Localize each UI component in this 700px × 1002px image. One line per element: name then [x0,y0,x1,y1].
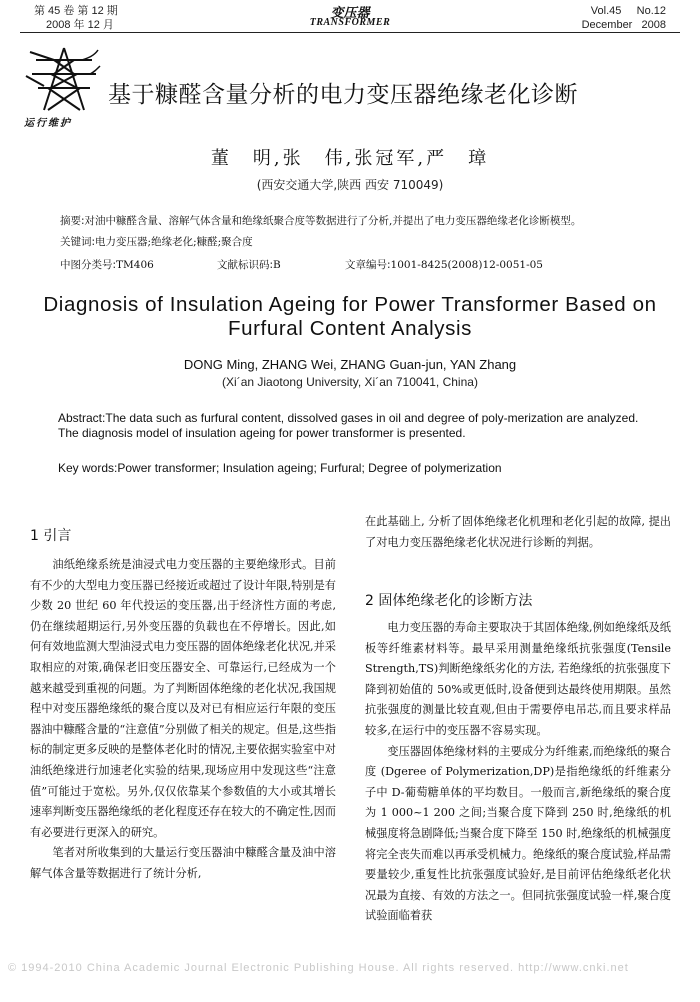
document-code [217,256,281,275]
journal-volume-cn: 第 45 卷 第 12 期 [34,5,118,17]
tower-icon [24,46,104,112]
title-en: Diagnosis of Insulation Ageing for Power Transformer Based on Furfural Content Analysis [43,293,657,340]
article-number-value: 1001-8425(2008)12-0051-05 [390,259,543,271]
abstract-en-text: The data such as furfural content, dissolved gases in oil and degree of poly-merization are analyzed. The diagnosis model of insulation ageing for power transformer is presented. [58,411,639,440]
clc-value: TM406 [116,259,154,271]
authors-en: DONG Ming, ZHANG Wei, ZHANG Guan-jun, YAN Zhang [183,357,517,372]
journal-name-en: TRANSFORMER [309,17,391,28]
section-2-paragraph-1: 电力变压器的寿命主要取决于其固体绝缘,例如绝缘纸及纸板等纤维素材料等。最早采用测量绝缘纸抗张强度(Tensile Strength,TS)判断绝缘纸劣化的方法, 若绝缘纸的抗张强度下降到初始值的 50%或更低时,设备便到达最终使用期限。虽然抗张强度的测量比较直观,但由于需要停电吊芯,而且要求样品较多,在运行中的变压器不容易实现。 [365,621,671,737]
keywords-en-text: Power transformer; Insulation ageing; Furfural; Degree of polymerization [117,461,502,475]
section-1-paragraph-2: 笔者对所收集到的大量运行变压器油中糠醛含量及油中溶解气体含量等数据进行了统计分析, [30,846,336,880]
journal-volume-en: Vol.45 No.12 [590,5,666,17]
title-cn: 基于糠醛含量分析的电力变压器绝缘老化诊断 [108,82,578,108]
article-number [345,256,543,275]
right-column [365,512,671,553]
left-column [30,555,336,885]
logo-caption: 运行维护 [24,118,72,129]
affiliation-en: (Xi´an Jiaotong University, Xi´an 710041, China) [222,375,478,389]
doc-code-label: 文献标识码: [217,259,274,271]
section-2-body [365,618,671,927]
abstract-en-label: Abstract: [58,411,106,425]
journal-date-cn: 2008 年 12 月 [46,19,114,31]
clc-number [60,256,154,275]
section-1-paragraph-2-continued: 在此基础上, 分析了固体绝缘老化机理和老化引起的故障, 提出了对电力变压器绝缘老化状况进行诊断的判据。 [365,515,671,549]
copyright-watermark: © 1994-2010 China Academic Journal Electronic Publishing House. All rights reserved. http://www.cnki.net [8,962,629,974]
journal-name-cn: 变压器 [330,6,370,21]
header-rule [20,32,680,33]
keywords-en [58,461,658,476]
keywords-cn [60,233,253,252]
abstract-cn [60,212,680,231]
section-1-paragraph-1: 油纸绝缘系统是油浸式电力变压器的主要绝缘形式。目前有不少的大型电力变压器已经接近或超过了设计年限,特别是有少数 20 世纪 60 年代投运的变压器,出于经济性方面的考虑,仍在继续超期运行,另外变压器的负载也在不停增长。因此,如何有效地监测大型油浸式电力变压器的固体绝缘老化状况,并采取相应的对策,确保老旧变压器安全、可靠运行,已经成为一个越来越受到重视的问题。为了判断固体绝缘的老化状况,我国规程中对变压器绝缘纸的聚合度以及对已有相应运行年限的变压器油中糠醛含量的“注意值”分别做了相关的规定。但是,这些指标的制定更多反映的是整体老化时的情况,主要依据实验室中对油纸绝缘进行加速老化实验的结果,现场应用中发现这些“注意值”可能过于宽松。另外,仅仅依靠某个参数值的大小或其增长速率判断变压器绝缘纸的老化程度还存在较大的不确定性,因而有必要进行更深入的研究。 [30,558,336,839]
authors-cn: 董 明,张 伟,张冠军,严 璋 [210,148,490,169]
affiliation-cn: (西安交通大学,陕西 西安 710049) [256,178,444,192]
section-2-heading: 2 固体绝缘老化的诊断方法 [365,593,533,609]
article-number-label: 文章编号: [345,259,391,271]
section-2-paragraph-2: 变压器固体绝缘材料的主要成分为纤维素,而绝缘纸的聚合度 (Dgeree of Polymerization,DP)是指绝缘纸的纤维素分子中 D-葡萄糖单体的平均数目。一般而言,新绝缘纸的聚合度为 1 000~1 200 之间;当聚合度下降到 250 时,绝缘纸的机械强度将急剧降低;当聚合度下降至 150 时,绝缘纸的机械强度将完全丧失而难以再承受机械力。绝缘纸的聚合度试验,样品需要量较少,重复性比抗张强度试验好,是目前评估绝缘纸老化状况最为直接、有效的方法之一。但同抗张强度试验一样,聚合度试验面临着获 [365,744,671,923]
section-1-heading: 1 引言 [30,528,72,544]
journal-date-en: December 2008 [581,19,666,31]
clc-label: 中图分类号: [60,259,117,271]
abstract-cn-text: 对油中糠醛含量、溶解气体含量和绝缘纸聚合度等数据进行了分析,并提出了电力变压器绝缘老化诊断模型。 [84,215,582,227]
keywords-cn-label: 关键词: [60,236,96,248]
abstract-cn-label: 摘要: [60,215,85,227]
keywords-en-label: Key words: [58,461,118,475]
keywords-cn-text: 电力变压器;绝缘老化;糠醛;聚合度 [95,236,253,248]
transmission-tower-logo [24,46,104,129]
doc-code-value: B [273,259,281,271]
abstract-en [58,411,650,441]
